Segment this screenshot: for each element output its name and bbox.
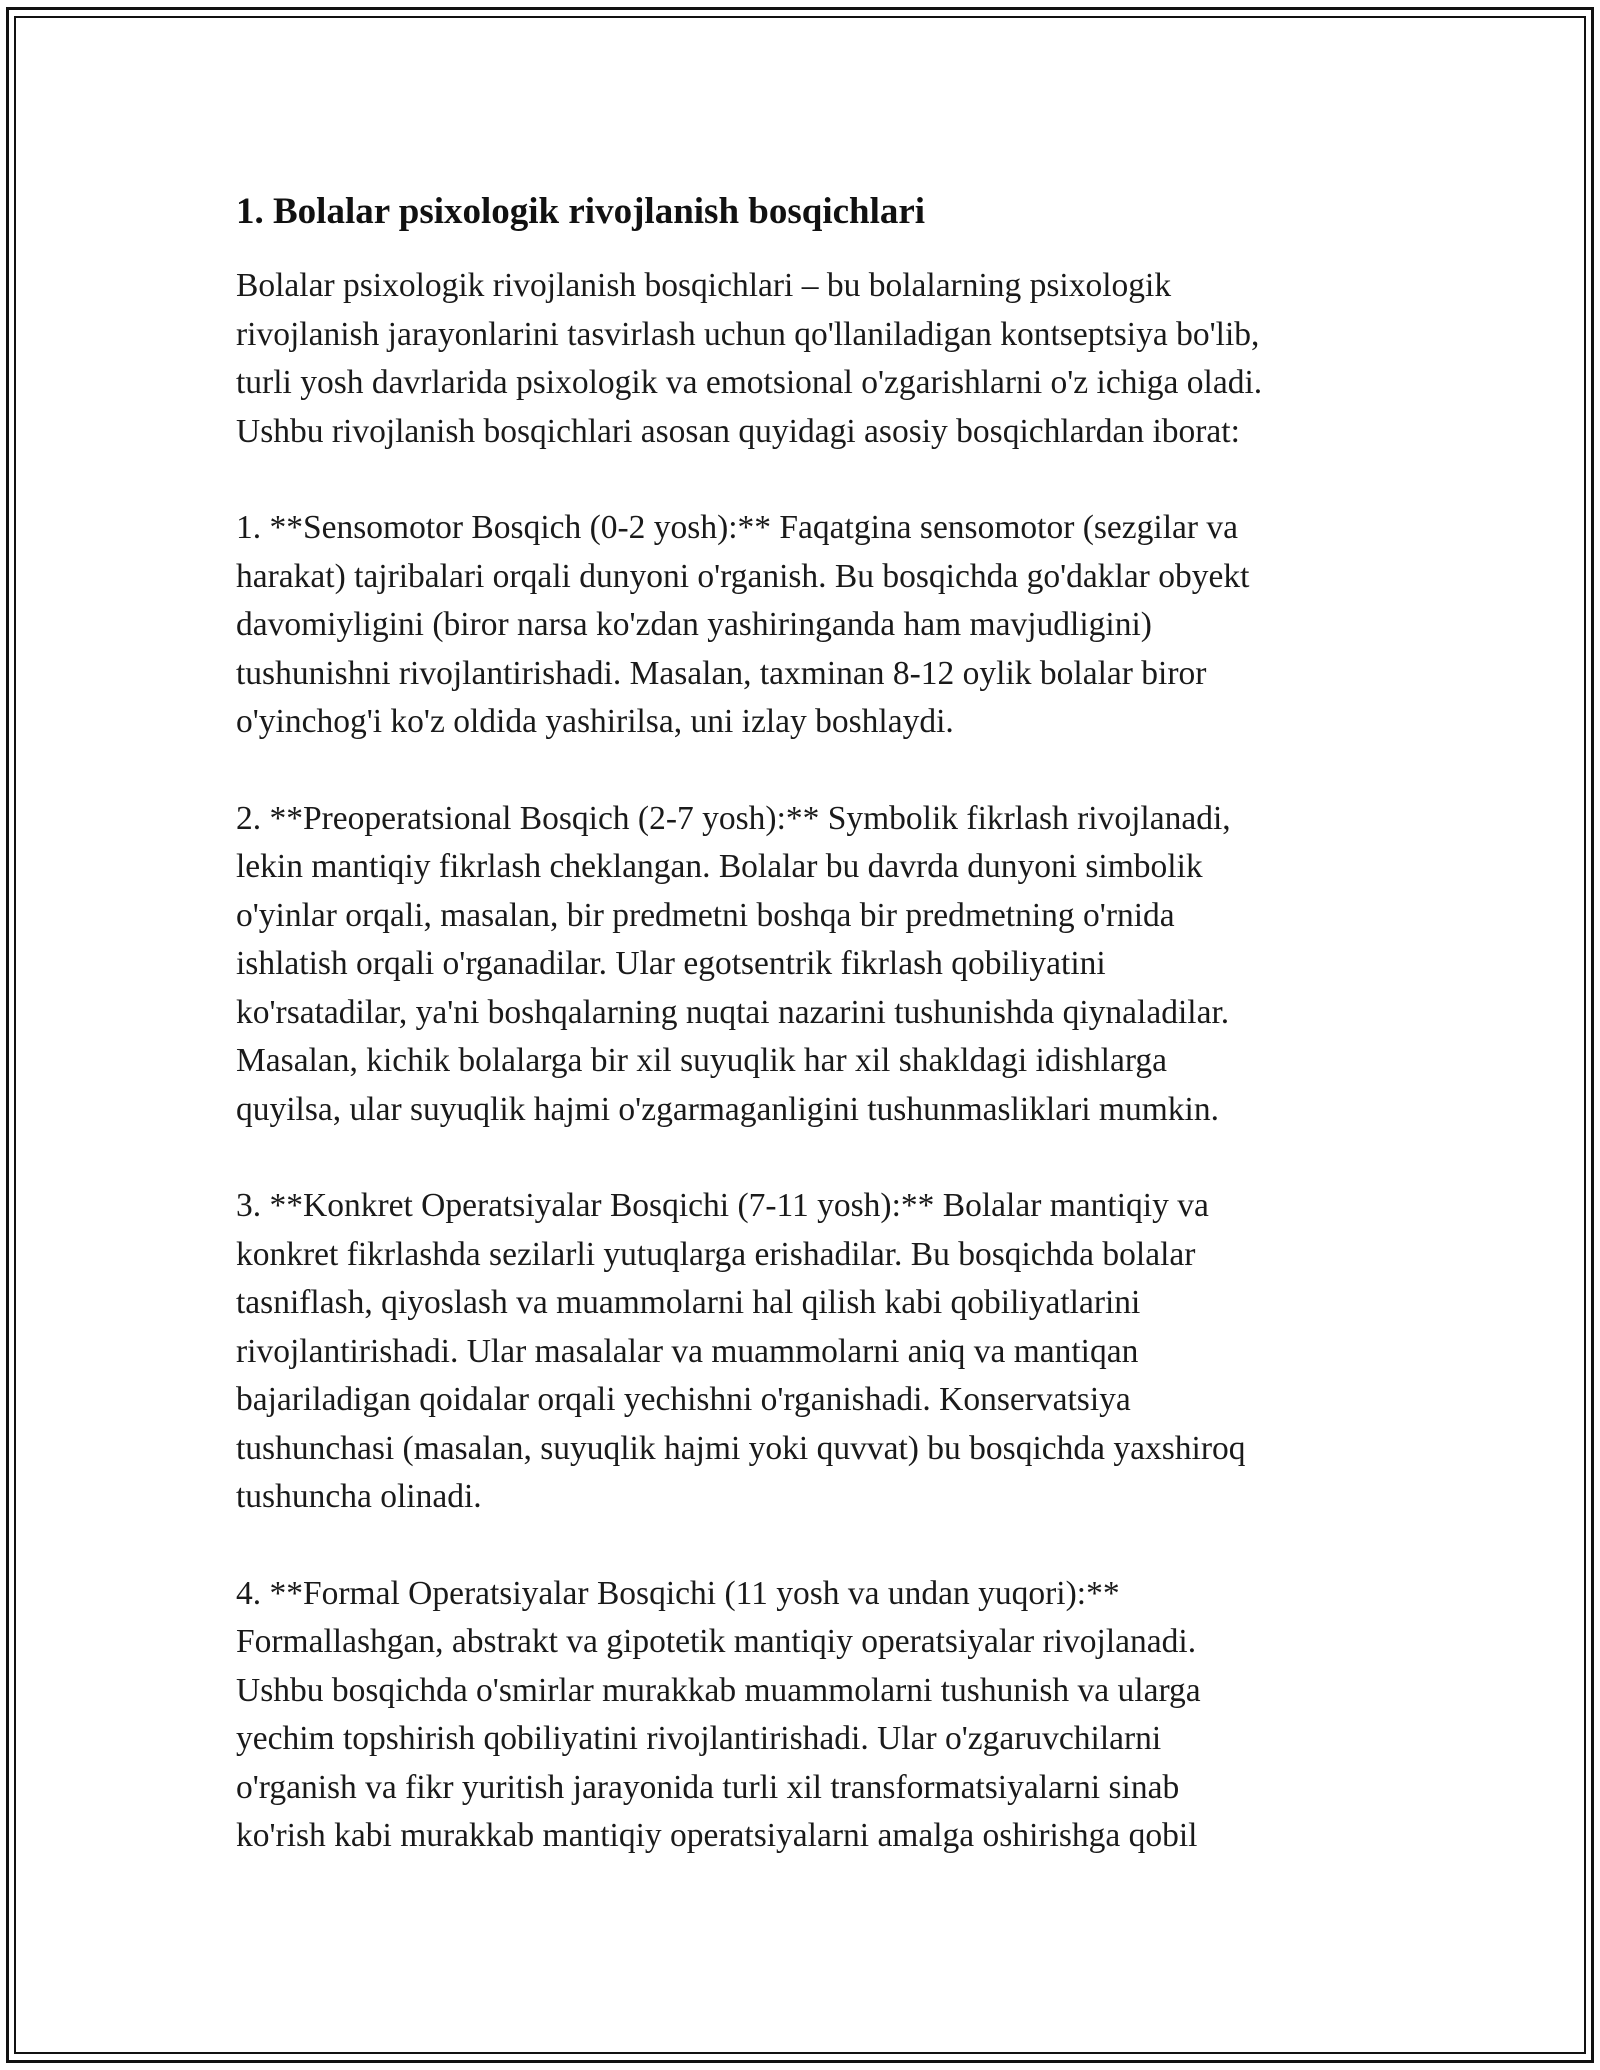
page-title: 1. Bolalar psixologik rivojlanish bosqichlari <box>236 191 926 232</box>
stage-3-paragraph: 3. **Konkret Operatsiyalar Bosqichi (7-11 yosh):** Bolalar mantiqiy va konkret fikrlashda sezilarli yutuqlarga erishadilar. Bu bosqichda bolalar tasniflash, qiyoslash va muammolarni hal qilish kabi qobiliyatlarini rivojlantirishadi. Ular masalalar va muammolarni aniq va mantiqan bajariladigan qoidalar orqali yechishni o'rganishadi. Konservatsiya tushunchasi (masalan, suyuqlik hajmi yoki quvvat) bu bosqichda yaxshiroq tushuncha olinadi. <box>236 1187 1246 1515</box>
stage-1-paragraph: 1. **Sensomotor Bosqich (0-2 yosh):** Faqatgina sensomotor (sezgilar va harakat) tajribalari orqali dunyoni o'rganish. Bu bosqichda go'daklar obyekt davomiyligini (biror narsa ko'zdan yashiringanda ham mavjudligini) tushunishni rivojlantirishadi. Masalan, taxminan 8-12 oylik bolalar biror o'yinchog'i ko'z oldida yashirilsa, uni izlay boshlaydi. <box>236 509 1250 740</box>
intro-paragraph: Bolalar psixologik rivojlanish bosqichlari – bu bolalarning psixologik rivojlanish jarayonlarini tasvirlash uchun qo'llaniladigan kontseptsiya bo'lib, turli yosh davrlarida psixologik va emotsional o'zgarishlarni o'z ichiga oladi. Ushbu rivojlanish bosqichlari asosan quyidagi asosiy bosqichlardan iborat: <box>236 267 1263 450</box>
stage-4-paragraph: 4. **Formal Operatsiyalar Bosqichi (11 yosh va undan yuqori):** Formallashgan, abstrakt va gipotetik mantiqiy operatsiyalar rivojlanadi. Ushbu bosqichda o'smirlar murakkab muammolarni tushunish va ularga yechim topshirish qobiliyatini rivojlantirishadi. Ular o'zgaruvchilarni o'rganish va fikr yuritish jarayonida turli xil transformatsiyalarni sinab ko'rish kabi murakkab mantiqiy operatsiyalarni amalga oshirishga qobil <box>236 1574 1201 1854</box>
stage-2-paragraph: 2. **Preoperatsional Bosqich (2-7 yosh):** Symbolik fikrlash rivojlanadi, lekin mantiqiy fikrlash cheklangan. Bolalar bu davrda dunyoni simbolik o'yinlar orqali, masalan, bir predmetni boshqa bir predmetning o'rnida ishlatish orqali o'rganadilar. Ular egotsentrik fikrlash qobiliyatini ko'rsatadilar, ya'ni boshqalarning nuqtai nazarini tushunishda qiynaladilar. Masalan, kichik bolalarga bir xil suyuqlik har xil shakldagi idishlarga quyilsa, ular suyuqlik hajmi o'zgarmaganligini tushunmasliklari mumkin. <box>236 799 1231 1128</box>
document-body <box>236 186 1416 1909</box>
